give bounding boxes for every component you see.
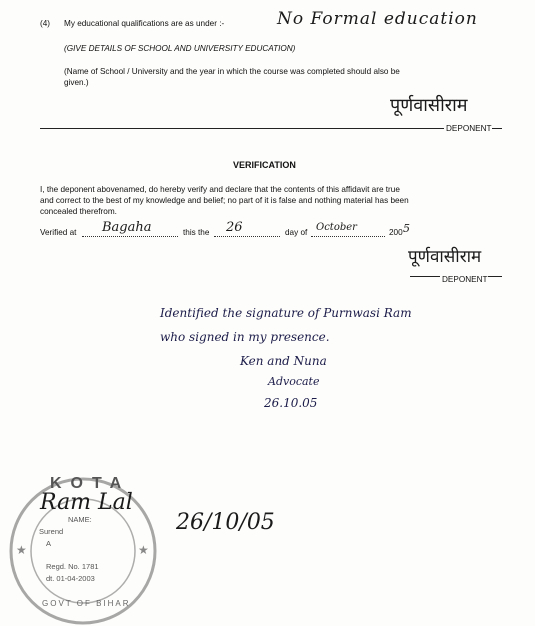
stamp-name-label: NAME: — [68, 515, 92, 524]
attestation-date: 26.10.05 — [264, 396, 318, 410]
stamp-line4: dt. 01-04-2003 — [46, 574, 95, 583]
stamp-top-text: KOTA — [50, 475, 131, 492]
stamp-line1: Surend — [39, 527, 64, 536]
name-note-line2: given.) — [64, 78, 89, 87]
item-number: (4) — [40, 19, 51, 28]
stamp-line3: Regd. No. 1781 — [46, 562, 99, 571]
attestation-line1: Identified the signature of Purnwasi Ram — [160, 306, 412, 320]
deponent-signature-top: पूर्णवासीराम — [390, 95, 468, 116]
stamp-line2: A — [46, 539, 52, 548]
name-note-line1: (Name of School / University and the year in which the course was completed should also be — [64, 67, 400, 76]
verified-at-label: Verified at — [40, 228, 77, 237]
stamp-bottom-text: GOVT OF BIHAR — [42, 599, 131, 608]
give-details-note: (GIVE DETAILS OF SCHOOL AND UNIVERSITY EDUCATION) — [64, 44, 296, 53]
verified-at-value: Bagaha — [102, 220, 152, 235]
svg-text:★: ★ — [16, 543, 27, 557]
day-of-label: day of — [285, 228, 308, 237]
verification-line3: concealed therefrom. — [40, 207, 117, 216]
item-question: My educational qualifications are as under :- — [64, 19, 225, 28]
divider-top — [40, 128, 502, 129]
verification-line1: I, the deponent abovenamed, do hereby verify and declare that the contents of this affidavit are true — [40, 185, 400, 194]
verification-line2: and correct to the best of my knowledge and belief; no part of it is false and nothing material has been — [40, 196, 409, 205]
notary-signature: Ram Lal — [40, 490, 133, 515]
deponent-label-bottom: DEPONENT — [442, 275, 488, 284]
month-value: October — [316, 222, 357, 233]
day-value: 26 — [226, 220, 243, 235]
notary-date: 26/10/05 — [176, 510, 275, 535]
attestation-line2: who signed in my presence. — [160, 330, 330, 344]
advocate-title: Advocate — [268, 375, 320, 388]
verification-heading: VERIFICATION — [233, 160, 296, 170]
deponent-signature-bottom: पूर्णवासीराम — [408, 247, 482, 267]
this-the-label: this the — [183, 228, 210, 237]
advocate-signature: Ken and Nuna — [240, 354, 327, 368]
year-suffix: 5 — [403, 222, 410, 235]
qualification-answer: No Formal education — [277, 9, 478, 29]
deponent-label-top: DEPONENT — [446, 124, 492, 133]
year-prefix: 200 — [389, 228, 403, 237]
svg-text:★: ★ — [138, 543, 149, 557]
day-dots — [214, 227, 280, 237]
